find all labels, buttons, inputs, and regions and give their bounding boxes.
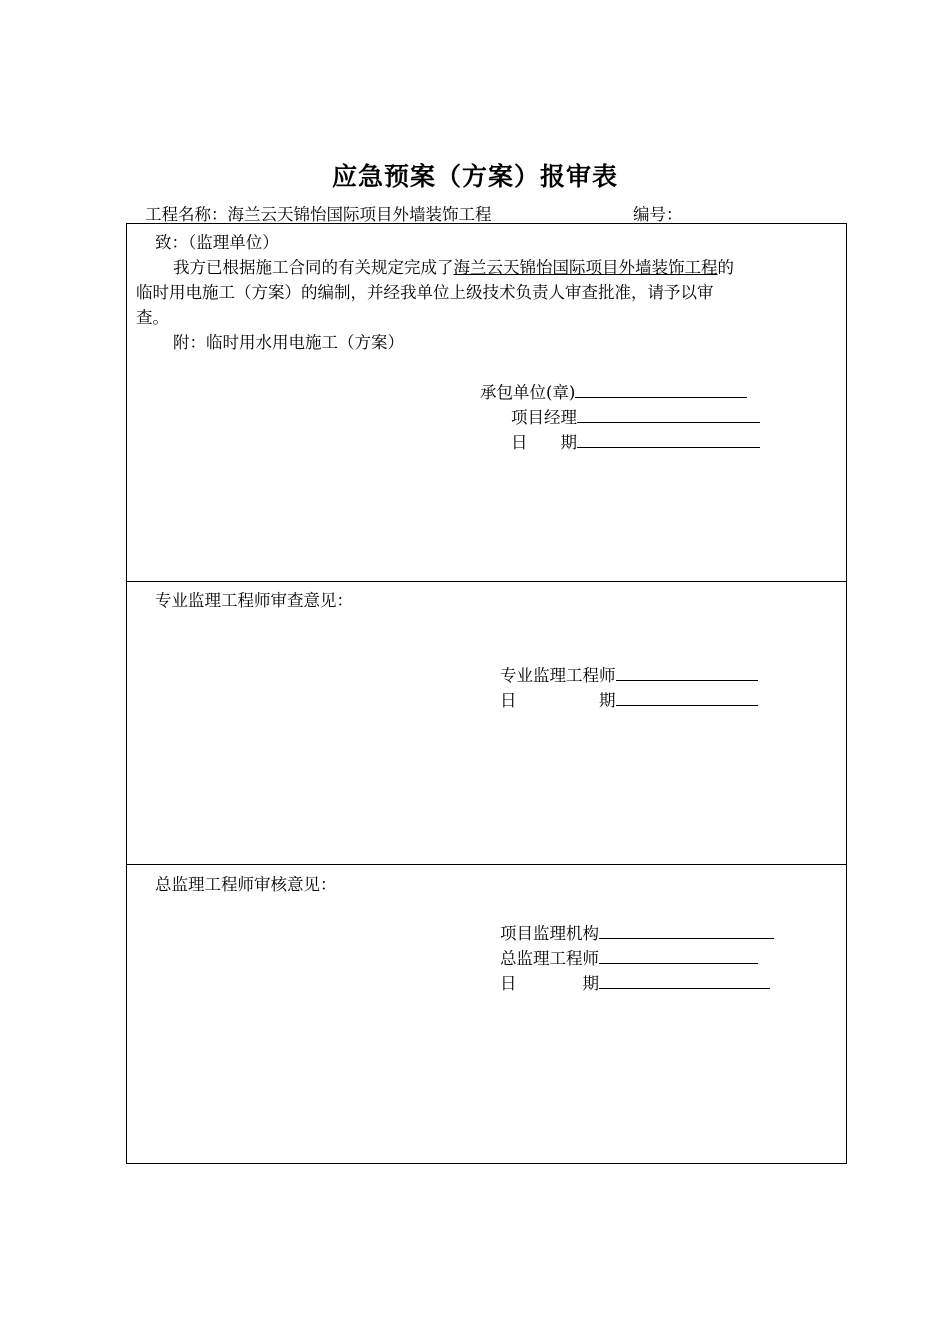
section-divider-1 xyxy=(126,581,847,582)
page-title: 应急预案（方案）报审表 xyxy=(331,162,618,191)
supervision-org-signature-line[interactable] xyxy=(599,922,774,939)
supervision-org-label: 项目监理机构 xyxy=(500,924,599,943)
specialist-date-row xyxy=(500,687,758,711)
statement-line-3: 查。 xyxy=(136,308,169,327)
chief-date-label: 日 期 xyxy=(500,974,599,993)
contractor-date-line[interactable] xyxy=(577,431,760,448)
statement-suffix: 的 xyxy=(717,258,734,277)
contractor-signature-row xyxy=(480,379,747,403)
section-divider-2 xyxy=(126,864,847,865)
chief-engineer-signature-line[interactable] xyxy=(599,947,758,964)
to-supervisor-label: 致：（监理单位） xyxy=(155,233,279,252)
statement-line-2: 临时用电施工（方案）的编制，并经我单位上级技术负责人审查批准，请予以审 xyxy=(136,283,714,302)
specialist-date-label: 日 期 xyxy=(500,691,616,710)
number-label: 编号： xyxy=(633,205,683,224)
chief-date-line[interactable] xyxy=(599,972,770,989)
chief-engineer-label: 总监理工程师 xyxy=(500,949,599,968)
supervision-org-row xyxy=(500,920,774,944)
specialist-review-heading: 专业监理工程师审查意见： xyxy=(155,591,353,610)
project-manager-signature-line[interactable] xyxy=(577,406,760,423)
project-manager-label: 项目经理 xyxy=(511,408,577,427)
chief-engineer-row xyxy=(500,945,758,969)
contractor-seal-label: 承包单位(章) xyxy=(480,383,576,402)
chief-review-heading: 总监理工程师审核意见： xyxy=(155,875,337,894)
statement-line-1 xyxy=(173,254,734,278)
specialist-engineer-label: 专业监理工程师 xyxy=(500,666,616,685)
statement-project-name: 海兰云天锦怡国际项目外墙装饰工程 xyxy=(453,258,718,277)
project-name: 海兰云天锦怡国际项目外墙装饰工程 xyxy=(227,205,492,224)
contractor-date-label: 日 期 xyxy=(511,433,577,452)
chief-date-row xyxy=(500,970,770,994)
specialist-engineer-signature-line[interactable] xyxy=(616,664,758,681)
contractor-signature-line[interactable] xyxy=(575,381,747,398)
contractor-date-row xyxy=(511,429,760,453)
statement-prefix: 我方已根据施工合同的有关规定完成了 xyxy=(173,258,454,277)
manager-signature-row xyxy=(511,404,760,428)
project-name-row xyxy=(145,201,492,225)
specialist-date-line[interactable] xyxy=(616,689,758,706)
specialist-engineer-row xyxy=(500,662,758,686)
project-label: 工程名称： xyxy=(145,205,228,224)
attachment-line: 附：临时用水用电施工（方案） xyxy=(173,333,404,352)
